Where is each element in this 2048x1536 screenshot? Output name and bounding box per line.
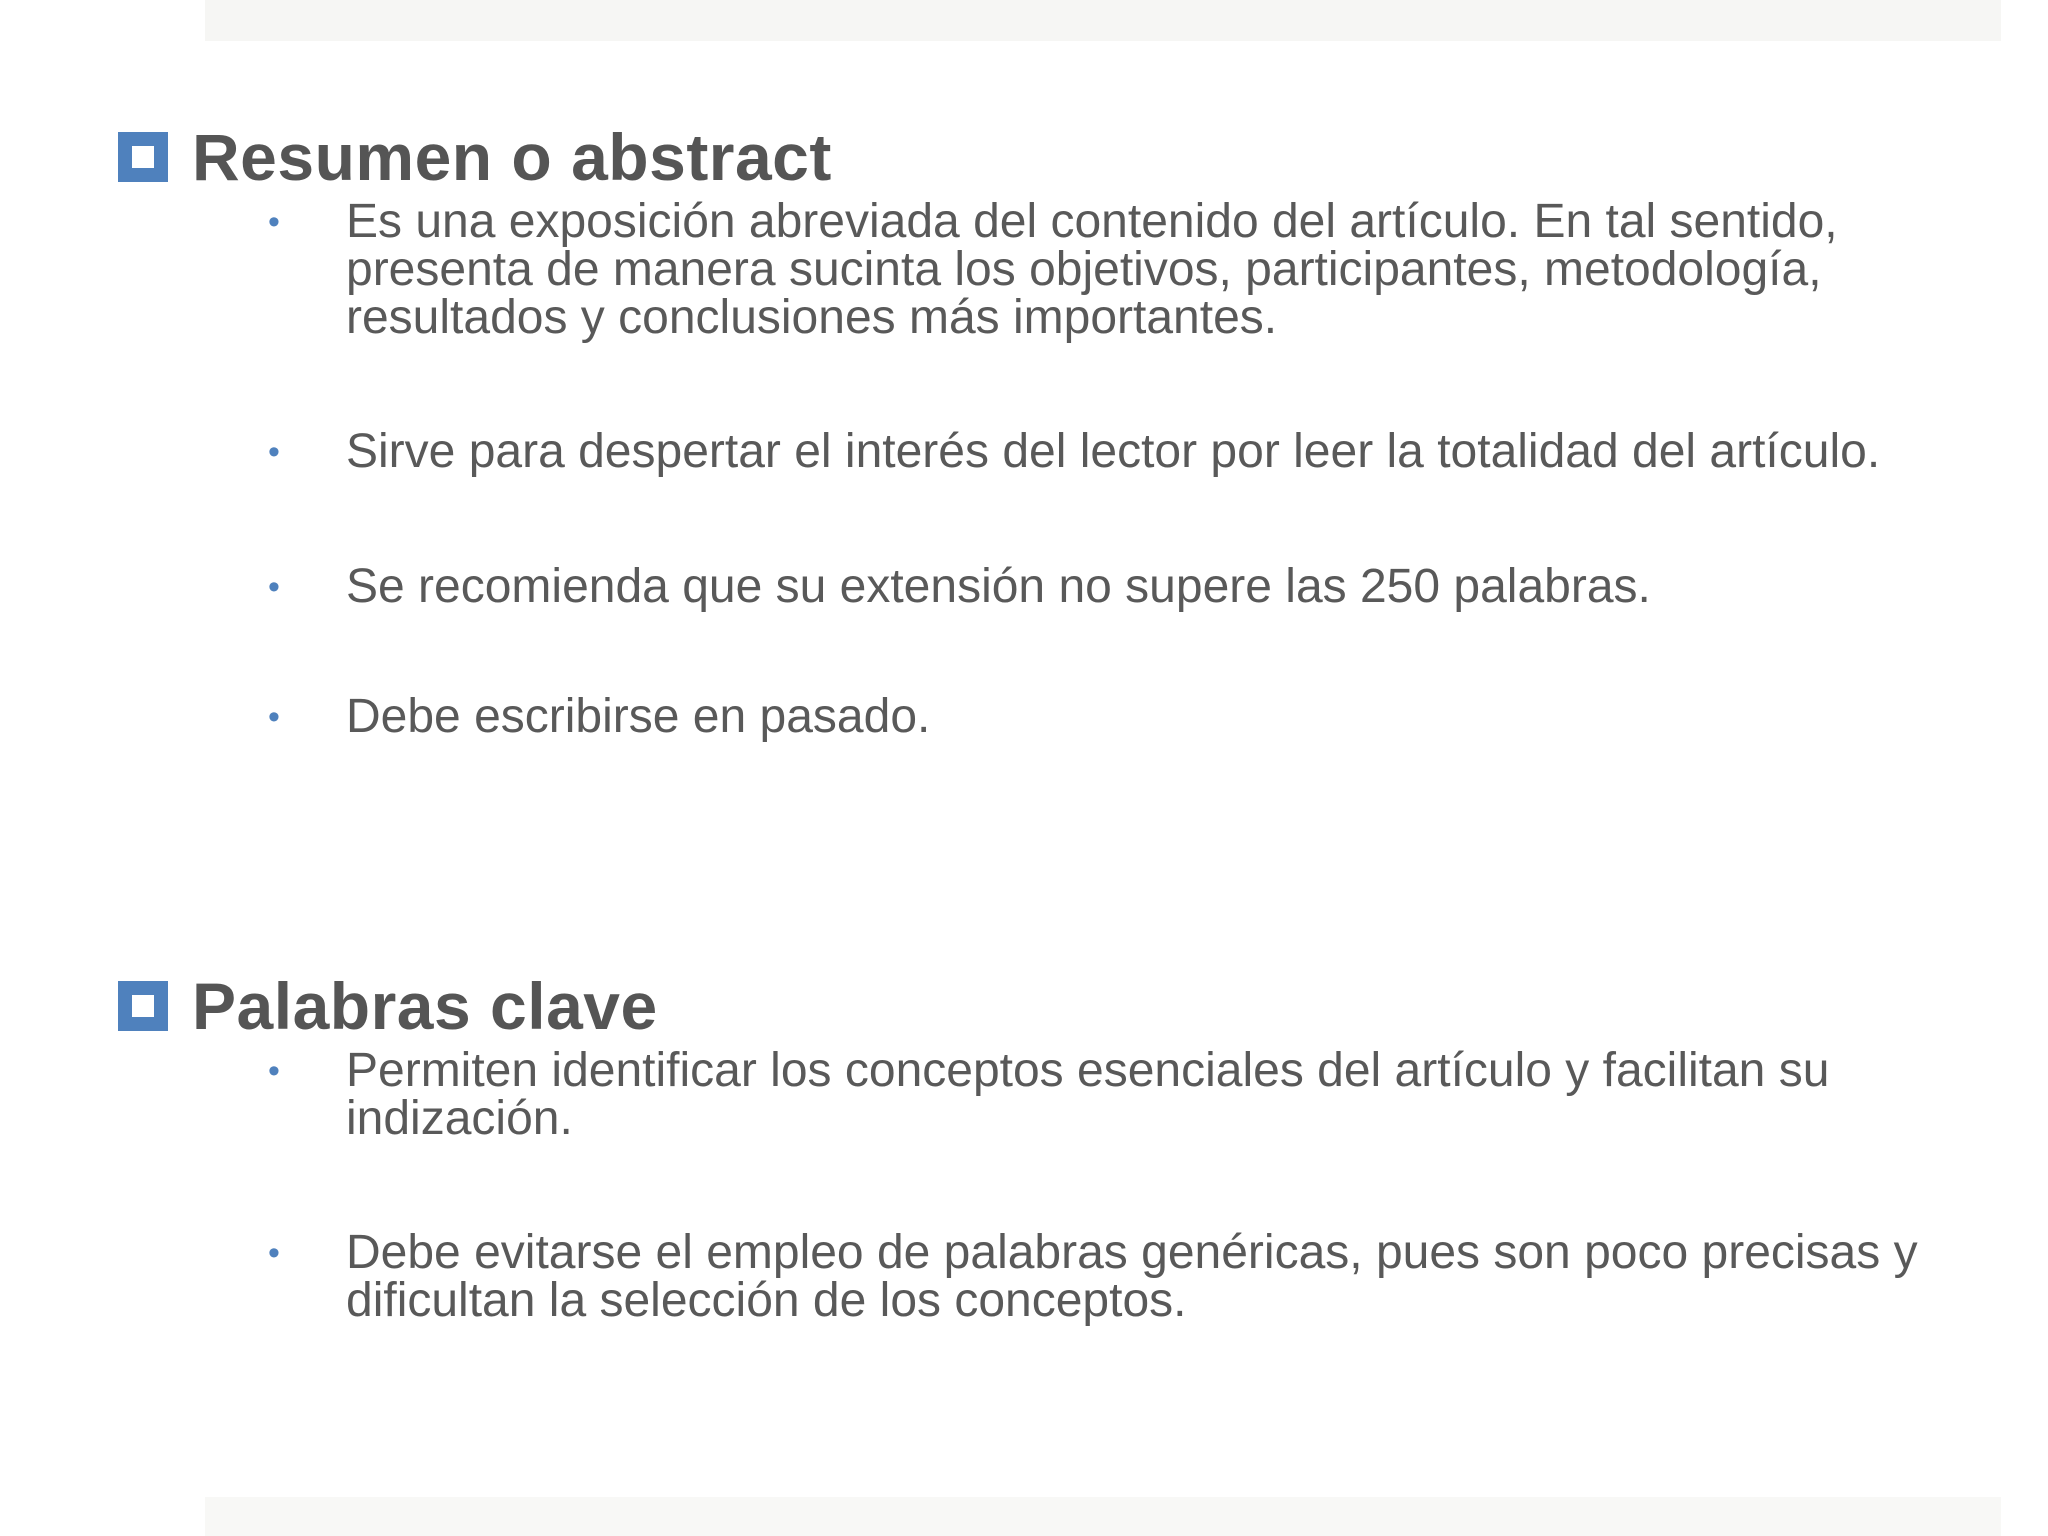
section-heading [118, 116, 1978, 198]
bullet-text: Sirve para despertar el interés del lector por leer la totalidad del artículo. [346, 425, 1881, 478]
square-bullet-icon [118, 981, 168, 1031]
dot-bullet-icon: • [268, 203, 280, 241]
bullet-text: Debe evitarse el empleo de palabras genéricas, pues son poco precisas y dificultan la selección de los conceptos. [346, 1226, 1918, 1327]
bullet-text: Es una exposición abreviada del contenido del artículo. En tal sentido, presenta de manera sucinta los objetivos, participantes, metodología, resultados y conclusiones más importantes. [346, 195, 1838, 344]
bullet-text: Se recomienda que su extensión no supere las 250 palabras. [346, 560, 1651, 613]
dot-bullet-icon: • [268, 568, 280, 606]
square-bullet-icon [118, 132, 168, 182]
bullet-item [118, 560, 1986, 613]
bullet-item [118, 690, 1986, 743]
section-heading-text: Palabras clave [192, 969, 658, 1043]
bullet-list [118, 195, 1978, 743]
section-resumen [118, 116, 1978, 741]
section-heading-text: Resumen o abstract [192, 120, 832, 194]
bullet-text: Debe escribirse en pasado. [346, 690, 931, 743]
bullet-item [118, 195, 1986, 344]
section-heading [118, 965, 1978, 1047]
section-palabras-clave [118, 965, 1978, 1325]
top-band [205, 0, 2001, 41]
bullet-item [118, 425, 1986, 478]
dot-bullet-icon: • [268, 1052, 280, 1090]
dot-bullet-icon: • [268, 1234, 280, 1272]
dot-bullet-icon: • [268, 433, 280, 471]
bullet-text: Permiten identificar los conceptos esenciales del artículo y facilitan su indización. [346, 1044, 1830, 1145]
dot-bullet-icon: • [268, 698, 280, 736]
bullet-item [118, 1226, 1986, 1327]
bullet-item [118, 1044, 1986, 1145]
bullet-list [118, 1044, 1978, 1327]
bottom-band [205, 1497, 2001, 1536]
